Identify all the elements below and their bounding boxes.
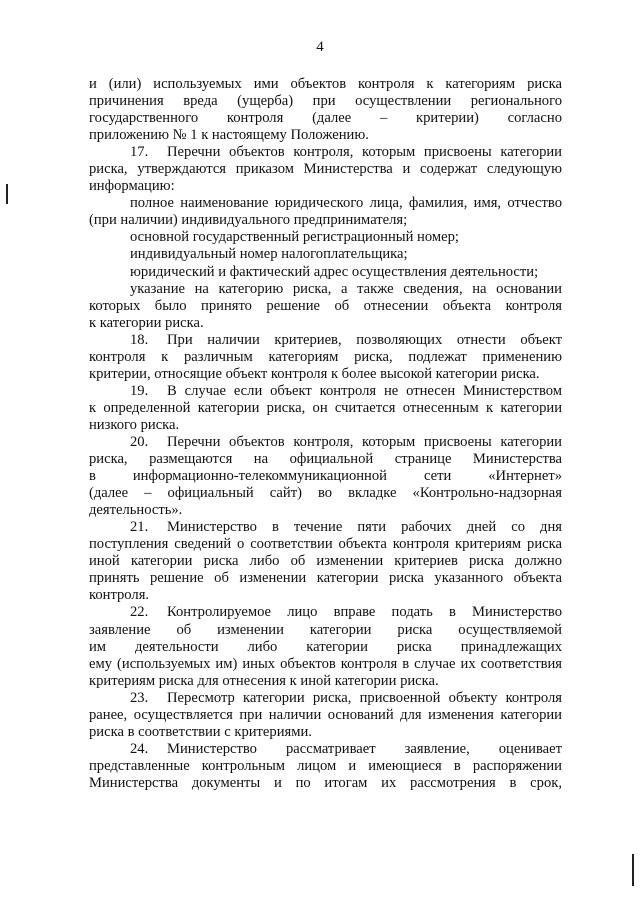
line-text: к категории риска. — [89, 314, 204, 331]
paragraph-number: 22. — [130, 604, 149, 621]
line-text: Перечни объектов контроля, которым присвоены категории — [167, 433, 562, 450]
paragraph-p21 — [89, 519, 562, 604]
text-line — [89, 690, 562, 707]
text-line — [89, 502, 562, 519]
text-line — [89, 178, 562, 195]
line-text: В случае если объект контроля не отнесен Министерством — [167, 382, 562, 399]
text-line — [89, 349, 562, 366]
line-text: контроля. — [89, 587, 150, 604]
text-line — [89, 110, 562, 127]
line-text: юридический и фактический адрес осуществления деятельности; — [130, 263, 539, 280]
line-text: риска, размещаются на официальной странице Министерства — [89, 451, 562, 468]
paragraph-p17b — [89, 229, 562, 246]
text-line — [89, 553, 562, 570]
line-text: государственного контроля (далее – критерии) согласно — [89, 110, 562, 127]
paragraph-number: 20. — [130, 433, 149, 450]
text-line — [89, 332, 562, 349]
text-line — [89, 622, 562, 639]
text-line — [89, 468, 562, 485]
text-line — [89, 264, 562, 281]
line-text: критериям риска для отнесения к иной категории риска. — [89, 672, 439, 689]
text-line — [89, 673, 562, 690]
text-line — [89, 451, 562, 468]
line-text: принять решение об изменении категории риска указанного объекта — [89, 570, 562, 587]
text-line — [89, 315, 562, 332]
line-text: ранее, осуществляется при наличии оснований для изменения категории — [89, 706, 562, 723]
line-text: информацию: — [89, 178, 175, 195]
line-text: Министерство в течение пяти рабочих дней со дня — [167, 519, 562, 536]
text-line — [89, 246, 562, 263]
paragraph-number: 21. — [130, 519, 149, 536]
paragraph-p18 — [89, 332, 562, 383]
line-text: и (или) используемых ими объектов контроля к категориям риска — [89, 76, 562, 92]
text-line — [89, 298, 562, 315]
line-text: деятельность». — [89, 502, 183, 519]
line-text: заявление об изменении категории риска осуществляемой — [89, 621, 562, 638]
document-body — [89, 76, 562, 792]
paragraph-p22 — [89, 604, 562, 689]
text-line — [89, 570, 562, 587]
paragraph-p17 — [89, 144, 562, 195]
text-line — [89, 758, 562, 775]
text-line — [89, 775, 562, 792]
line-text: (далее – официальный сайт) во вкладке «Контрольно-надзорная — [89, 485, 562, 502]
paragraph-p17a — [89, 195, 562, 229]
line-text: приложению № 1 к настоящему Положению. — [89, 127, 369, 144]
line-text: Министерство рассматривает заявление, оценивает — [167, 740, 562, 757]
paragraph-p20 — [89, 434, 562, 519]
text-line — [89, 76, 562, 93]
paragraph-number: 18. — [130, 331, 149, 348]
paragraph-p-cont — [89, 76, 562, 144]
paragraph-number: 17. — [130, 144, 149, 161]
paragraph-p23 — [89, 690, 562, 741]
text-line — [89, 417, 562, 434]
line-text: в информационно-телекоммуникационной сети «Интернет» — [89, 468, 562, 485]
paragraph-number: 24. — [130, 740, 149, 757]
page-number: 4 — [316, 39, 324, 55]
line-text: ему (используемых им) иных объектов контроля в случае их соответствия — [89, 655, 562, 672]
line-text: представленные контрольным лицом и имеющиеся в распоряжении — [89, 757, 562, 774]
line-text: причинения вреда (ущерба) при осуществлении регионального — [89, 93, 562, 110]
paragraph-p17d — [89, 264, 562, 281]
paragraph-number: 19. — [130, 382, 149, 399]
text-line — [89, 195, 562, 212]
line-text: При наличии критериев, позволяющих отнести объект — [167, 331, 562, 348]
text-line — [89, 93, 562, 110]
text-line — [89, 707, 562, 724]
text-line — [89, 383, 562, 400]
line-text: Пересмотр категории риска, присвоенной объекту контроля — [167, 689, 562, 706]
line-text: Министерства документы и по итогам их рассмотрения в срок, — [89, 774, 562, 791]
line-text: полное наименование юридического лица, фамилия, имя, отчество — [130, 195, 562, 212]
text-line — [89, 639, 562, 656]
text-line — [89, 434, 562, 451]
margin-mark-right — [632, 854, 634, 886]
text-line — [89, 604, 562, 621]
paragraph-p24 — [89, 741, 562, 792]
text-line — [89, 127, 562, 144]
text-line — [89, 724, 562, 741]
line-text: критерии, относящие объект контроля к более высокой категории риска. — [89, 365, 540, 382]
margin-mark-left — [6, 184, 8, 204]
text-line — [89, 587, 562, 604]
line-text: к определенной категории риска, он считается отнесенным к категории — [89, 399, 562, 416]
line-text: Перечни объектов контроля, которым присвоены категории — [167, 144, 562, 161]
text-line — [89, 281, 562, 298]
line-text: которых было принято решение об отнесении объекта контроля — [89, 297, 562, 314]
paragraph-number: 23. — [130, 689, 149, 706]
line-text: Контролируемое лицо вправе подать в Министерство — [167, 604, 562, 621]
text-line — [89, 400, 562, 417]
text-line — [89, 229, 562, 246]
text-line — [89, 212, 562, 229]
line-text: контроля к различным категориям риска, подлежат применению — [89, 348, 562, 365]
line-text: основной государственный регистрационный номер; — [130, 229, 459, 246]
text-line — [89, 741, 562, 758]
line-text: риска в соответствии с критериями. — [89, 723, 312, 740]
line-text: индивидуальный номер налогоплательщика; — [130, 246, 408, 263]
text-line — [89, 144, 562, 161]
text-line — [89, 161, 562, 178]
text-line — [89, 485, 562, 502]
paragraph-p19 — [89, 383, 562, 434]
line-text: риска, утверждаются приказом Министерства и содержат следующую — [89, 161, 562, 178]
line-text: поступления сведений о соответствии объекта контроля критериям риска — [89, 536, 562, 553]
paragraph-p17c — [89, 246, 562, 263]
line-text: им деятельности либо категории риска принадлежащих — [89, 638, 562, 655]
line-text: низкого риска. — [89, 416, 180, 433]
text-line — [89, 519, 562, 536]
line-text: (при наличии) индивидуального предпринимателя; — [89, 212, 408, 229]
line-text: иной категории риска либо об изменении критериев риска должно — [89, 553, 562, 570]
text-line — [89, 366, 562, 383]
paragraph-p17e — [89, 281, 562, 332]
line-text: указание на категорию риска, а также сведения, на основании — [130, 280, 562, 297]
text-line — [89, 536, 562, 553]
text-line — [89, 656, 562, 673]
